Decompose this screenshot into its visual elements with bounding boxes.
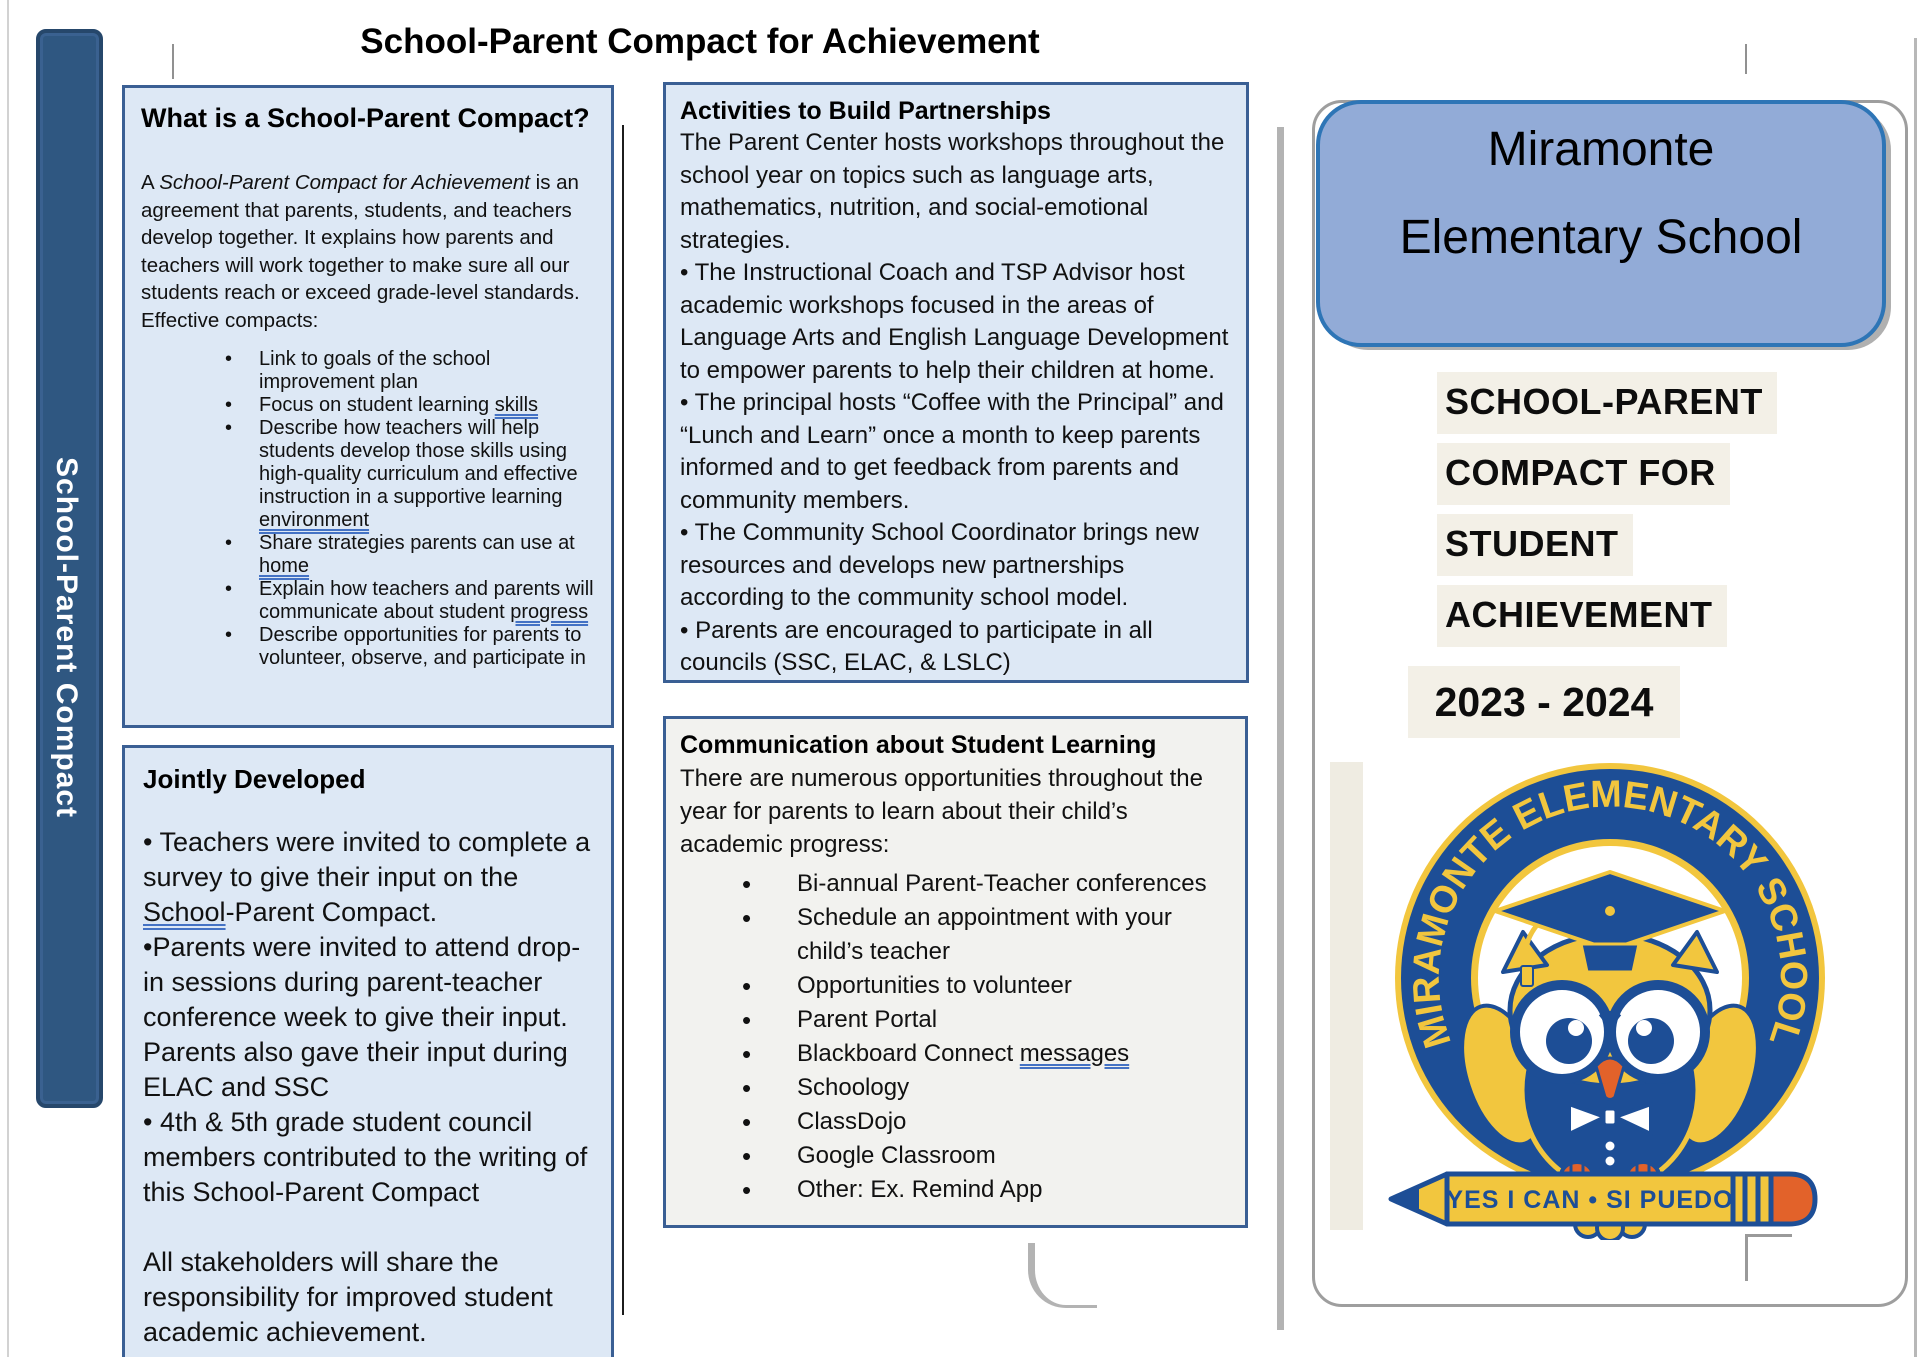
- underlined-text: messages: [1019, 1040, 1130, 1067]
- cover-compact-title: [1437, 372, 1777, 656]
- bullet-item: • Parent Portal: [742, 1003, 1231, 1037]
- school-logo: [1385, 760, 1835, 1240]
- communication-bullet-list: [742, 867, 1231, 1207]
- eye-glint: [1636, 1020, 1652, 1036]
- paragraph: • 4th & 5th grade student council members contributed to the writing of this School-Parent Compact: [143, 1107, 588, 1207]
- owl-logo-graphic: [1385, 760, 1835, 1240]
- bullet-item: • Describe how teachers will help students develop those skills using high-quality curriculum and effective instruction in a supportive learning environment: [219, 417, 595, 532]
- cap-button: [1605, 906, 1615, 916]
- section-heading: What is a School-Parent Compact?: [141, 103, 590, 133]
- cover-title-line: STUDENT: [1437, 514, 1633, 576]
- bullet-item: • Schoology: [742, 1071, 1231, 1105]
- paragraph: • The Community School Coordinator brings new resources and develops new partnerships according to the community school model.: [680, 519, 1199, 611]
- school-year-label: 2023 - 2024: [1408, 666, 1680, 738]
- logo-ring-text: MIRAMONTE ELEMENTARY SCHOOL: [1405, 773, 1815, 1053]
- bullet-item: • Link to goals of the school improvement plan: [219, 348, 595, 394]
- page-left-edge: [7, 0, 9, 1357]
- paragraph: • Parents are encouraged to participate in all councils (SSC, ELAC, & LSLC): [680, 616, 1153, 676]
- underlined-text: home: [259, 555, 310, 577]
- bullet-item: • Blackboard Connect messages: [742, 1037, 1231, 1071]
- intro-italic-phrase: School-Parent Compact for Achievement: [159, 171, 530, 194]
- panel-divider-line: [1277, 127, 1284, 1330]
- page-right-edge: [1914, 38, 1917, 1357]
- paragraph: • The principal hosts “Coffee with the Principal” and “Lunch and Learn” once a month to keep parents informed and to get feedback from parents and community members.: [680, 389, 1224, 514]
- column-divider-line: [622, 125, 624, 1315]
- school-name-line: Miramonte: [1487, 123, 1715, 176]
- cap-tassel-end: [1521, 966, 1533, 986]
- compact-bullet-list: [219, 348, 595, 670]
- bullet-item: • Bi-annual Parent-Teacher conferences: [742, 867, 1231, 901]
- page-title: School-Parent Compact for Achievement: [360, 22, 1040, 61]
- paragraph: •Parents were invited to attend drop-in sessions during parent-teacher conference week to give their input. Parents also gave their input during ELAC and SSC: [143, 932, 581, 1102]
- bullet-item: • Share strategies parents can use at home: [219, 532, 595, 578]
- crop-mark: [1745, 44, 1747, 74]
- section-heading: Communication about Student Learning: [680, 731, 1157, 759]
- paragraph: The Parent Center hosts workshops throughout the school year on topics such as language arts, mathematics, nutrition, and social-emotional strategies.: [680, 129, 1225, 254]
- section-heading: Activities to Build Partnerships: [680, 97, 1051, 125]
- section-communication-learning: [663, 716, 1248, 1228]
- frame-corner-mark: [1028, 1243, 1097, 1308]
- tux-button: [1606, 1157, 1615, 1166]
- cover-title-line: ACHIEVEMENT: [1437, 585, 1727, 647]
- bow-tie-knot: [1604, 1109, 1616, 1125]
- logo-motto: YES I CAN • SI PUEDO: [1446, 1186, 1734, 1214]
- pencil-banner: [1391, 1174, 1815, 1240]
- bullet-item: • Describe opportunities for parents to volunteer, observe, and participate in: [219, 624, 595, 670]
- section-heading: Jointly Developed: [143, 764, 366, 794]
- section-body: [680, 127, 1232, 680]
- intro-text: A: [141, 171, 160, 194]
- glasses-bridge: [1601, 1015, 1619, 1019]
- underlined-text: skills: [494, 394, 539, 416]
- eye-glint: [1568, 1020, 1584, 1036]
- pencil-ferrule: [1733, 1174, 1771, 1224]
- bullet-item: • Schedule an appointment with your child’s teacher: [742, 901, 1231, 969]
- sidebar-tab: [36, 29, 103, 1108]
- bullet-item: • Opportunities to volunteer: [742, 969, 1231, 1003]
- effective-compacts-label: Effective compacts:: [141, 308, 319, 332]
- section-body: [143, 825, 593, 1350]
- paragraph: • The Instructional Coach and TSP Advisor host academic workshops focused in the areas of Language Arts and English Language Development to empower parents to help their children at home.: [680, 259, 1229, 384]
- school-name-line: Elementary School: [1399, 211, 1803, 264]
- bullet-item: • Google Classroom: [742, 1139, 1231, 1173]
- section-jointly-developed: [122, 745, 614, 1357]
- tux-button: [1606, 1142, 1615, 1151]
- school-name-box: [1316, 100, 1886, 347]
- section-body: [141, 169, 595, 334]
- intro-text: is an agreement that parents, students, and teachers develop together. It explains how parents and teachers will work together to make sure all our students reach or exceed grade-level standards.: [141, 171, 580, 304]
- section-activities-partnerships: [663, 82, 1249, 683]
- underlined-text: progress: [510, 601, 589, 623]
- paragraph: • Teachers were invited to complete a survey to give their input on the School-Parent Compact.: [143, 827, 591, 927]
- highlight-strip: [1330, 762, 1363, 1230]
- underlined-text: environment: [259, 509, 370, 531]
- bullet-item: • Other: Ex. Remind App: [742, 1173, 1231, 1207]
- bullet-item: • Focus on student learning skills: [219, 394, 595, 417]
- cap-band: [1581, 944, 1639, 972]
- section-what-is-compact: [122, 85, 614, 728]
- pencil-eraser: [1771, 1174, 1815, 1224]
- cover-title-line: COMPACT FOR: [1437, 443, 1730, 505]
- paragraph: All stakeholders will share the responsibility for improved student academic achievement.: [143, 1247, 553, 1347]
- cover-title-line: SCHOOL-PARENT: [1437, 372, 1777, 434]
- section-intro: There are numerous opportunities throughout the year for parents to learn about their child’s academic progress:: [680, 765, 1203, 858]
- underlined-text: School: [143, 897, 226, 927]
- sidebar-label: School-Parent Compact: [50, 457, 83, 819]
- bullet-item: • Explain how teachers and parents will communicate about student progress: [219, 578, 595, 624]
- bullet-item: • ClassDojo: [742, 1105, 1231, 1139]
